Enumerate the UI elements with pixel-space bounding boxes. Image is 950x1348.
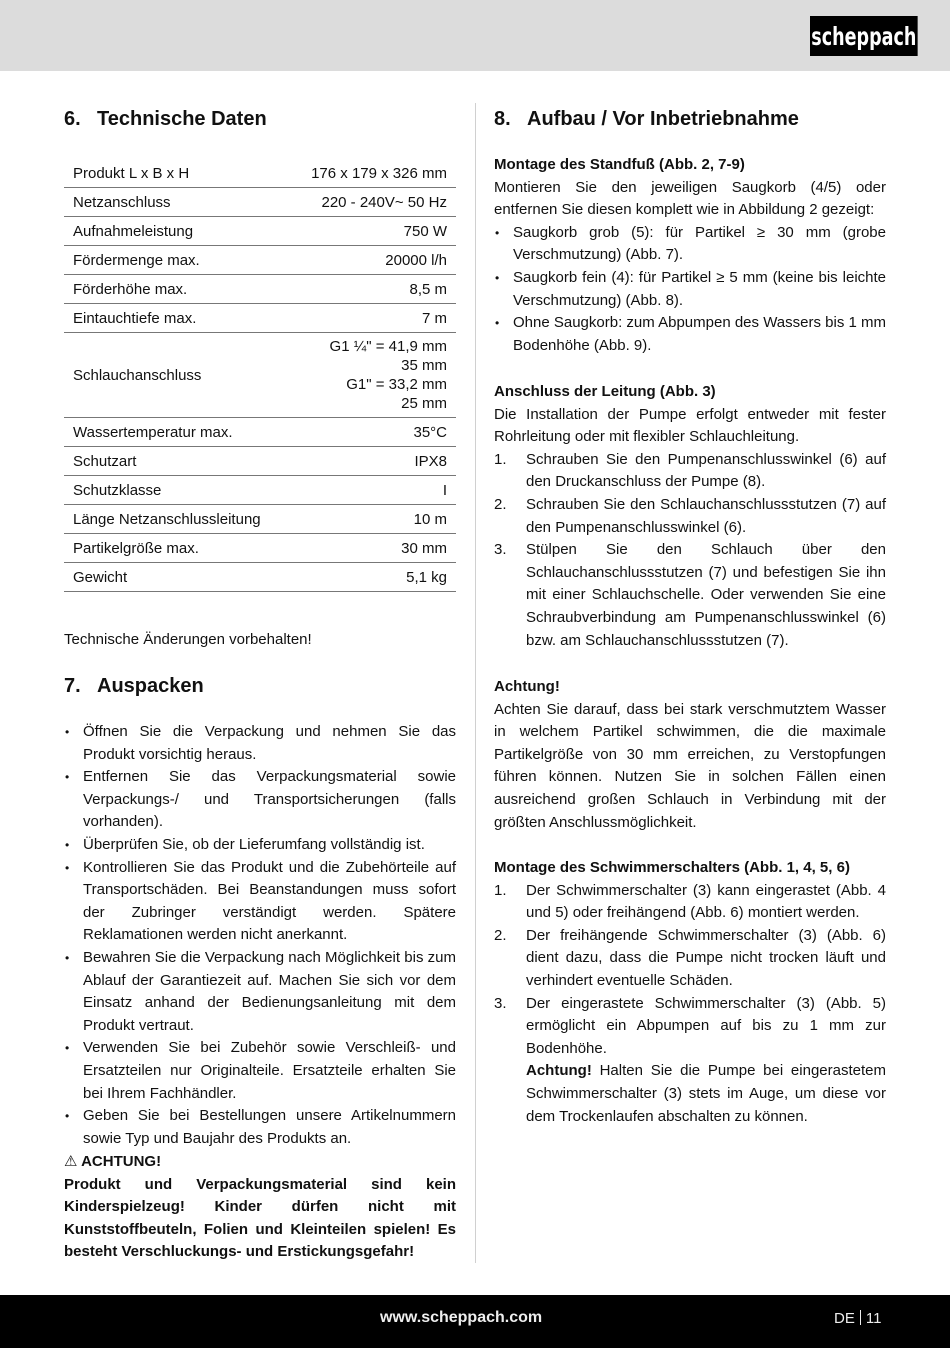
page-indicator (834, 1310, 881, 1327)
section-title: Auspacken (97, 675, 204, 697)
spec-value-line: G1 ¼" = 41,9 mm (329, 338, 447, 355)
spec-label: Förderhöhe max. (64, 275, 288, 304)
spec-label: Schutzklasse (64, 476, 288, 505)
table-row (64, 476, 456, 505)
section-title: Aufbau / Vor Inbetriebnahme (527, 108, 799, 130)
logo-text: scheppach (811, 21, 917, 51)
table-row (64, 188, 456, 217)
section-8-heading (494, 108, 799, 131)
warning-title: ACHTUNG! (81, 1153, 162, 1170)
list-item (494, 925, 886, 993)
list-item: • Bewahren Sie die Verpackung nach Möglichkeit bis zum Ablauf der Garantiezeit auf. Machen Sie sich vor dem Einsatz anhand der Bedienungsanleitung mit dem Produkt vertraut. (64, 947, 456, 1037)
table-row (64, 217, 456, 246)
paragraph: Die Installation der Pumpe erfolgt entweder mit fester Rohrleitung oder mit flexibler Schlauchleitung. (494, 405, 886, 446)
spec-value-multi (288, 333, 456, 418)
spec-label: Wassertemperatur max. (64, 418, 288, 447)
spec-label: Fördermenge max. (64, 246, 288, 275)
step-number: 3. (494, 994, 507, 1012)
table-row (64, 159, 456, 188)
unpacking-list-wrap (64, 721, 456, 1150)
step-number: 1. (494, 881, 507, 899)
spec-value: 220 - 240V~ 50 Hz (288, 188, 456, 217)
spec-value: 8,5 m (288, 275, 456, 304)
table-row (64, 333, 456, 418)
table-row (64, 534, 456, 563)
spec-label: Schlauchanschluss (64, 333, 288, 418)
schwimmer-note (494, 1060, 886, 1128)
schwimmer-block (494, 857, 886, 1128)
subsection-heading: Montage des Standfuß (Abb. 2, 7-9) (494, 156, 745, 173)
footer-url-link[interactable]: www.scheppach.com (380, 1309, 543, 1326)
spec-value-line: 35 mm (401, 357, 447, 374)
warning-heading (64, 1151, 456, 1174)
standfuss-block (494, 154, 886, 357)
list-item (494, 494, 886, 539)
spec-label: Schutzart (64, 447, 288, 476)
list-item: • Saugkorb grob (5): für Partikel ≥ 30 mm (grobe Verschmutzung) (Abb. 7). (494, 222, 886, 267)
leitung-block (494, 381, 886, 652)
spec-value: 7 m (288, 304, 456, 333)
list-item (494, 449, 886, 494)
spec-value: I (288, 476, 456, 505)
header-band (0, 0, 950, 71)
table-row (64, 275, 456, 304)
spec-value-line: G1" = 33,2 mm (346, 376, 447, 393)
subsection-heading: Montage des Schwimmerschalters (Abb. 1, 4, 5, 6) (494, 859, 850, 876)
list-item: • Entfernen Sie das Verpackungsmaterial sowie Verpackungs-/ und Transportsicherungen (falls vorhanden). (64, 766, 456, 834)
paragraph: Montieren Sie den jeweiligen Saugkorb (4/5) oder entfernen Sie diesen komplett wie in Abbildung 2 gezeigt: (494, 178, 886, 219)
note-text: Halten Sie die Pumpe bei eingerastetem Schwimmerschalter (3) stets im Auge, um diese vor dem Trockenlaufen abschalten zu können. (526, 1062, 886, 1125)
list-item (494, 539, 886, 652)
list-item: • Überprüfen Sie, ob der Lieferumfang vollständig ist. (64, 834, 456, 857)
step-text: Stülpen Sie den Schlauch über den Schlauchanschlussstutzen (7) und befestigen Sie ihn mit einer Schlauchschelle. Oder verwenden Sie eine Schraubverbindung am Pumpenanschlusswinkel (6) bzw. am Schlauchanschlussstutzen (7). (526, 541, 886, 649)
step-number: 2. (494, 926, 507, 944)
section-7-heading (64, 675, 204, 698)
saugkorb-list (494, 222, 886, 358)
spec-table (64, 159, 456, 592)
warning-block (64, 1151, 456, 1264)
list-item: • Öffnen Sie die Verpackung und nehmen Sie das Produkt vorsichtig heraus. (64, 721, 456, 766)
page-number: 11 (865, 1310, 882, 1327)
step-text: Schrauben Sie den Pumpenanschlusswinkel (6) auf den Druckanschluss der Pumpe (8). (526, 450, 886, 491)
step-text: Der eingerastete Schwimmerschalter (3) (Abb. 5) ermöglicht ein Abpumpen auf bis zu 1 mm zur Bodenhöhe. (526, 994, 886, 1057)
schwimmer-steps (494, 880, 886, 1061)
scheppach-logo (810, 16, 918, 56)
section-number: 8. (494, 108, 511, 130)
table-row (64, 246, 456, 275)
separator (860, 1310, 861, 1325)
list-item: • Geben Sie bei Bestellungen unsere Artikelnummern sowie Typ und Baujahr des Produkts an. (64, 1105, 456, 1150)
spec-value: 10 m (288, 505, 456, 534)
achtung-block (494, 676, 886, 834)
step-number: 3. (494, 541, 507, 559)
step-number: 1. (494, 450, 507, 468)
note-label: Achtung! (526, 1062, 592, 1080)
warning-triangle-icon: ⚠ (64, 1153, 78, 1170)
step-text: Schrauben Sie den Schlauchanschlussstutzen (7) auf den Pumpenanschlusswinkel (6). (526, 495, 886, 536)
step-text: Der Schwimmerschalter (3) kann eingerastet (Abb. 4 und 5) oder freihängend (Abb. 6) montiert werden. (526, 881, 886, 922)
spec-label: Partikelgröße max. (64, 534, 288, 563)
spec-value-line: 25 mm (401, 395, 447, 412)
warning-text: Produkt und Verpackungsmaterial sind kein Kinderspielzeug! Kinder dürfen nicht mit Kunststoffbeuteln, Folien und Kleinteilen spielen! Es besteht Verschluckungs- und Erstickungsgefahr! (64, 1175, 456, 1261)
spec-label: Netzanschluss (64, 188, 288, 217)
list-item: • Ohne Saugkorb: zum Abpumpen des Wassers bis 1 mm Bodenhöhe (Abb. 9). (494, 312, 886, 357)
section-number: 7. (64, 675, 81, 697)
spec-value: 750 W (288, 217, 456, 246)
footer (0, 1295, 950, 1348)
list-item (494, 880, 886, 925)
spec-value: IPX8 (288, 447, 456, 476)
section-6-heading (64, 108, 267, 131)
spec-value: 35°C (288, 418, 456, 447)
spec-label: Gewicht (64, 563, 288, 592)
unpacking-list (64, 721, 456, 1150)
list-item: • Kontrollieren Sie das Produkt und die Zubehörteile auf Transportschäden. Bei Beanstandungen muss sofort der Zubringer verständigt werden. Spätere Reklamationen werden nicht anerkannt. (64, 857, 456, 947)
spec-label: Länge Netzanschlussleitung (64, 505, 288, 534)
table-row (64, 505, 456, 534)
paragraph: Achten Sie darauf, dass bei stark verschmutztem Wasser in welchem Partikel schwimmen, die die maximale Partikelgröße von 30 mm erreichen, zu Verstopfungen führen können. Nutzen Sie in solchen Fällen einen ausreichend großen Schlauch in Verbindung mit der größten Anschlussmöglichkeit. (494, 700, 886, 831)
spec-label: Aufnahmeleistung (64, 217, 288, 246)
column-divider (475, 103, 476, 1263)
section-number: 6. (64, 108, 81, 130)
spec-value: 176 x 179 x 326 mm (288, 159, 456, 188)
table-row (64, 418, 456, 447)
list-item: • Saugkorb fein (4): für Partikel ≥ 5 mm (keine bis leichte Verschmutzung) (Abb. 8). (494, 267, 886, 312)
step-text: Der freihängende Schwimmerschalter (3) (Abb. 6) dient dazu, dass die Pumpe nicht trocken läuft und verhindert eventuelle Schäden. (526, 926, 886, 989)
spec-value: 30 mm (288, 534, 456, 563)
spec-label: Produkt L x B x H (64, 159, 288, 188)
leitung-steps (494, 449, 886, 652)
spec-label: Eintauchtiefe max. (64, 304, 288, 333)
table-row (64, 447, 456, 476)
spec-value: 20000 l/h (288, 246, 456, 275)
step-number: 2. (494, 495, 507, 513)
list-item (494, 993, 886, 1061)
table-row (64, 304, 456, 333)
technical-changes-note: Technische Änderungen vorbehalten! (64, 631, 312, 648)
subsection-heading: Anschluss der Leitung (Abb. 3) (494, 383, 716, 400)
section-title: Technische Daten (97, 108, 267, 130)
table-row (64, 563, 456, 592)
list-item: • Verwenden Sie bei Zubehör sowie Verschleiß- und Ersatzteilen nur Originalteile. Ersatzteile erhalten Sie bei Ihrem Fachhändler. (64, 1037, 456, 1105)
spec-value: 5,1 kg (288, 563, 456, 592)
subsection-heading: Achtung! (494, 678, 560, 695)
language-code: DE (834, 1310, 855, 1327)
